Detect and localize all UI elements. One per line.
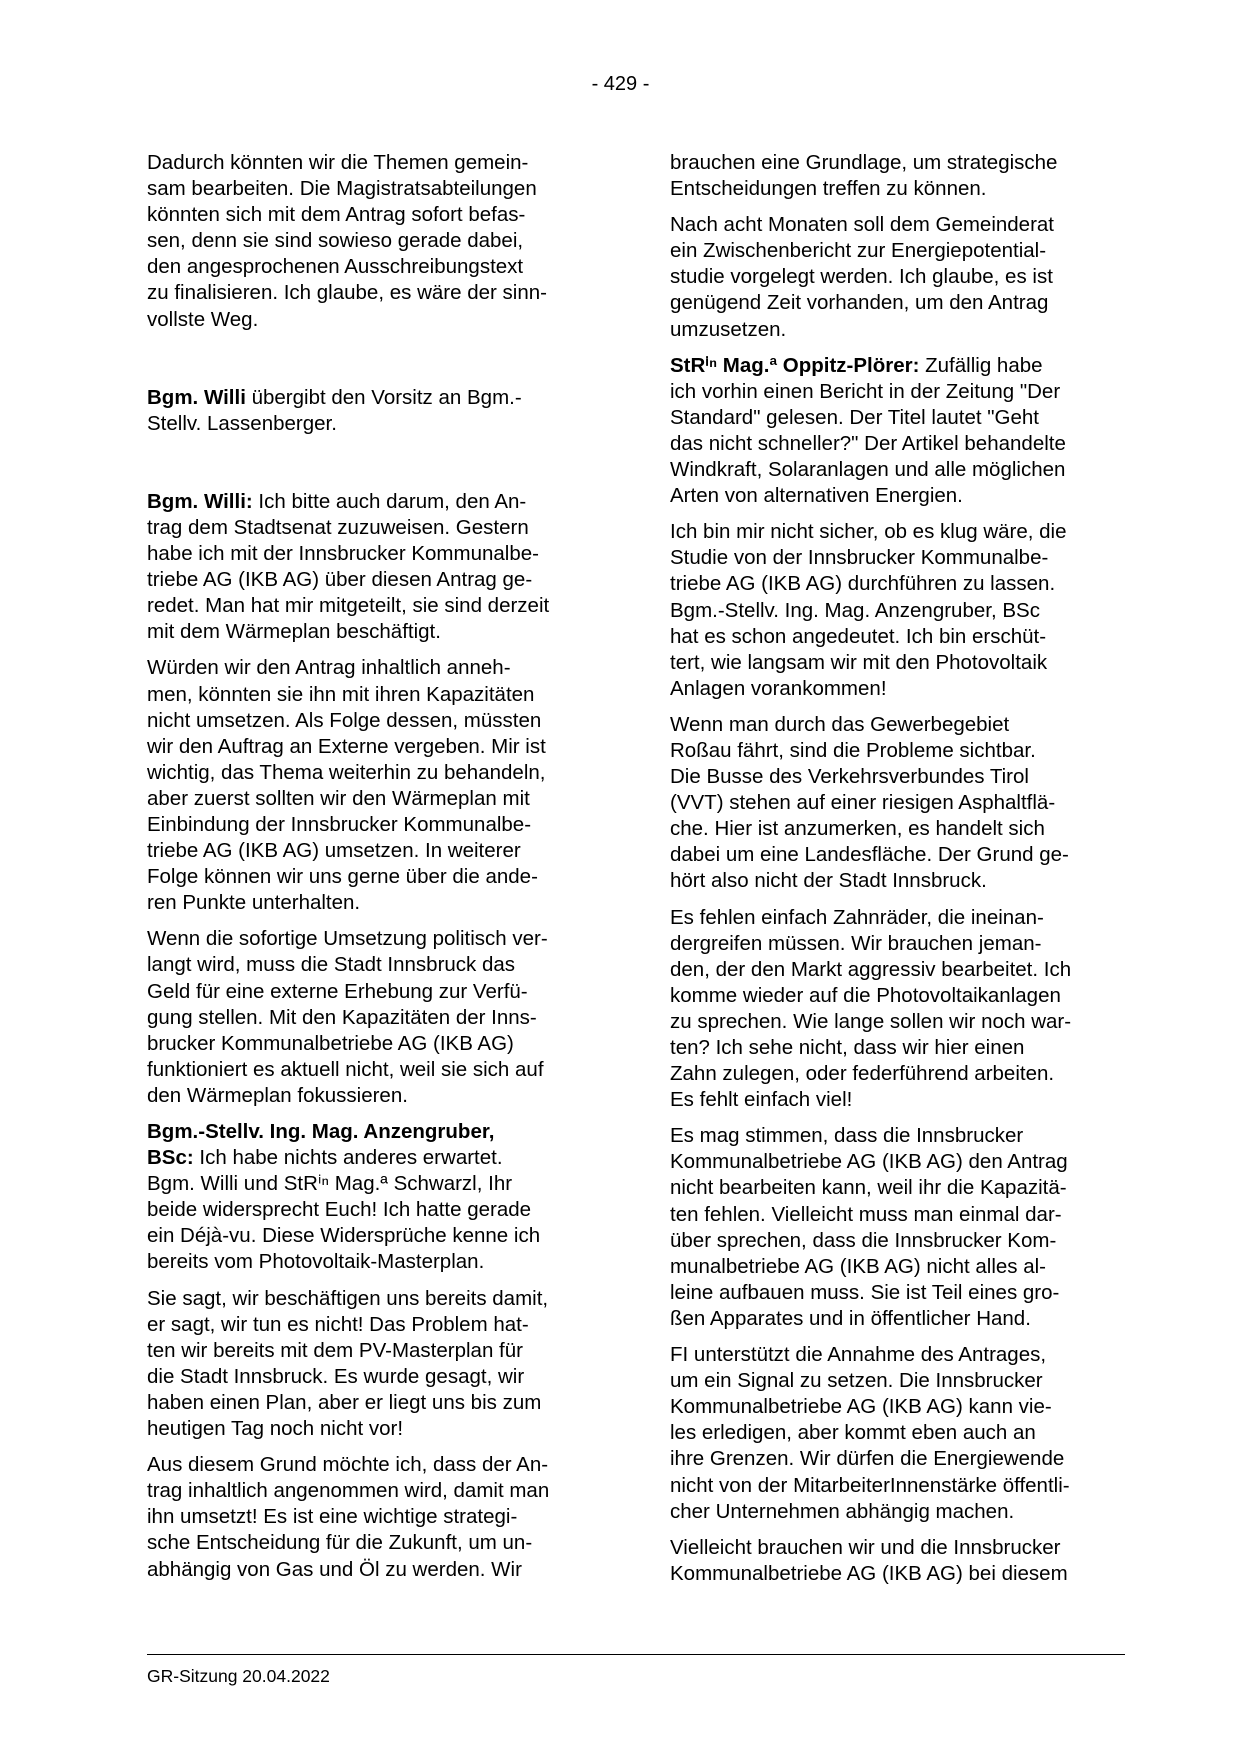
paragraph: Ich bin mir nicht sicher, ob es klug wäre, die Studie von der Innsbrucker Kommunalbe- triebe AG (IKB AG) durchführen zu lassen. Bgm.-Stellv. Ing. Mag. Anzengruber, BSc hat es schon angedeutet. Ich bin erschüt- tert, wie langsam wir mit den Photovoltaik Anlagen vorankommen! (670, 520, 1067, 700)
paragraph: Würden wir den Antrag inhaltlich anneh- men, könnten sie ihn mit ihren Kapazitäten nicht umsetzen. Als Folge dessen, müssten wir den Auftrag an Externe vergeben. Mir ist wichtig, das Thema weiterhin zu behandeln, aber zuerst sollten wir den Wärmeplan mit Einbindung der Innsbrucker Kommunalbe- triebe AG (IKB AG) umsetzen. In weiterer Folge können wir uns gerne über die ande- ren Punkte unterhalten. (147, 656, 546, 915)
speaker-name: Bgm.-Stellv. Ing. Mag. Anzengruber, BSc: (147, 1120, 495, 1170)
page-number: - 429 - (591, 73, 650, 95)
paragraph: FI unterstützt die Annahme des Antrages, um ein Signal zu setzen. Die Innsbrucker Kommunalbetriebe AG (IKB AG) kann vie- les erledigen, aber kommt eben auch an ihre Grenzen. Wir dürfen die Energiewende nicht von der MitarbeiterInnenstärke öffentli- cher Unternehmen abhängig machen. (670, 1343, 1070, 1523)
paragraph (670, 353, 1122, 510)
paragraph: Wenn man durch das Gewerbegebiet Roßau fährt, sind die Probleme sichtbar. Die Busse des Verkehrsverbundes Tirol (VVT) stehen auf einer riesigen Asphaltflä- che. Hier ist anzumerken, es handelt sich dabei um eine Landesfläche. Der Grund ge- hört also nicht der Stadt Innsbruck. (670, 712, 1069, 893)
footer-session-date: GR-Sitzung 20.04.2022 (147, 1666, 330, 1686)
paragraph: Es fehlen einfach Zahnräder, die ineinan- dergreifen müssen. Wir brauchen jeman- den, der den Markt aggressiv bearbeitet. Ich komme wieder auf die Photovoltaikanlagen zu sprechen. Wie lange sollen wir noch war- ten? Ich sehe nicht, dass wir hier einen Zahn zulegen, oder federführend arbeiten. Es fehlt einfach viel! (670, 905, 1072, 1112)
paragraph: Es mag stimmen, dass die Innsbrucker Kommunalbetriebe AG (IKB AG) den Antrag nicht bearbeiten kann, weil ihr die Kapazitä- ten fehlen. Vielleicht muss man einmal dar- über sprechen, dass die Innsbrucker Kom- munalbetriebe AG (IKB AG) nicht alles al- leine aufbauen muss. Sie ist Teil eines gro- ßen Apparates und in öffentlicher Hand. (670, 1124, 1068, 1330)
paragraph (147, 385, 605, 437)
left-column (147, 150, 605, 1593)
paragraph-text: übergibt den Vorsitz an Bgm.- Stellv. Lassenberger. (147, 385, 522, 435)
paragraph: Vielleicht brauchen wir und die Innsbrucker Kommunalbetriebe AG (IKB AG) bei diesem (670, 1535, 1068, 1585)
paragraph (147, 489, 605, 646)
speaker-name: Bgm. Willi: (147, 489, 253, 513)
paragraph-text: Ich habe nichts anderes erwartet. Bgm. Willi und StRⁱⁿ Mag.ª Schwarzl, Ihr beide widersprecht Euch! Ich hatte gerade ein Déjà-vu. Diese Widersprüche kenne ich bereits vom Photovoltaik-Masterplan. (147, 1146, 541, 1274)
footer-divider (147, 1654, 1125, 1655)
paragraph: brauchen eine Grundlage, um strategische Entscheidungen treffen zu können. (670, 151, 1058, 201)
paragraph (147, 1119, 605, 1276)
paragraph-text: Zufällig habe ich vorhin einen Bericht in der Zeitung "Der Standard" gelesen. Der Titel lautet "Geht das nicht schneller?" Der Artikel behandelte Windkraft, Solaranlagen und alle möglichen Arten von alternativen Energien. (670, 353, 1066, 508)
speaker-name: Bgm. Willi (147, 385, 246, 409)
paragraph: Sie sagt, wir beschäftigen uns bereits damit, er sagt, wir tun es nicht! Das Problem hat- ten wir bereits mit dem PV-Masterplan für die Stadt Innsbruck. Es wurde gesagt, wir haben einen Plan, aber er liegt uns bis zum heutigen Tag noch nicht vor! (147, 1286, 549, 1441)
paragraph: Aus diesem Grund möchte ich, dass der An- trag inhaltlich angenommen wird, damit man ihn umsetzt! Es ist eine wichtige strategi- sche Entscheidung für die Zukunft, um un- abhängig von Gas und Öl zu werden. Wir (147, 1453, 550, 1581)
right-column (670, 150, 1122, 1597)
speaker-name: StRⁱⁿ Mag.ª Oppitz-Plörer: (670, 353, 920, 377)
paragraph: Nach acht Monaten soll dem Gemeinderat ein Zwischenbericht zur Energiepotential- studie vorgelegt werden. Ich glaube, es ist genügend Zeit vorhanden, um den Antrag umzusetzen. (670, 213, 1055, 341)
paragraph-text: Ich bitte auch darum, den An- trag dem Stadtsenat zuzuweisen. Gestern habe ich mit der Innsbrucker Kommunalbe- triebe AG (IKB AG) über diesen Antrag ge- redet. Man hat mir mitgeteilt, sie sind derzeit mit dem Wärmeplan beschäftigt. (147, 489, 550, 644)
paragraph: Wenn die sofortige Umsetzung politisch ver- langt wird, muss die Stadt Innsbruck das Geld für eine externe Erhebung zur Verfü- gung stellen. Mit den Kapazitäten der Inns- brucker Kommunalbetriebe AG (IKB AG) funktioniert es aktuell nicht, weil sie sich auf den Wärmeplan fokussieren. (147, 927, 548, 1107)
paragraph: Dadurch könnten wir die Themen gemein- sam bearbeiten. Die Magistratsabteilungen könnten sich mit dem Antrag sofort befas- sen, denn sie sind sowieso gerade dabei, den angesprochenen Ausschreibungstext zu finalisieren. Ich glaube, es wäre der sinn- vollste Weg. (147, 151, 547, 331)
